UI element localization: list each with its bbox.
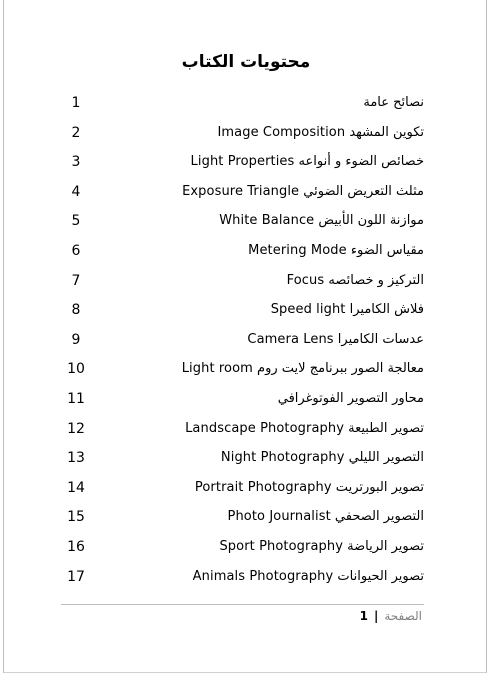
document-page xyxy=(3,0,487,673)
toc-number: 5 xyxy=(71,213,81,230)
toc-number: 4 xyxy=(71,183,81,200)
toc-label: تصوير الرياضة Sport Photography xyxy=(219,538,424,554)
toc-label: محاور التصوير الفوتوغرافي xyxy=(277,390,424,406)
toc-row xyxy=(4,297,488,327)
toc-label: تكوين المشهد Image Composition xyxy=(217,124,424,140)
toc-label: مثلث التعريض الضوئي Exposure Triangle xyxy=(182,183,424,199)
toc-row xyxy=(4,179,488,209)
toc-number: 15 xyxy=(67,509,85,526)
toc-label: تصوير الحيوانات Animals Photography xyxy=(192,568,424,584)
toc-label: التركيز و خصائصه Focus xyxy=(286,272,424,288)
toc-row xyxy=(4,208,488,238)
toc-row xyxy=(4,90,488,120)
toc-number: 3 xyxy=(71,154,81,171)
toc-row xyxy=(4,327,488,357)
toc-number: 14 xyxy=(67,479,85,496)
toc-number: 6 xyxy=(71,242,81,259)
toc-number: 8 xyxy=(71,302,81,319)
toc-row xyxy=(4,356,488,386)
toc-label: فلاش الكاميرا Speed light xyxy=(270,302,424,318)
toc-label: تصوير البورتريت Portrait Photography xyxy=(194,479,424,495)
toc-label: خصائص الضوء و أنواعه Light Properties xyxy=(190,154,424,170)
footer-divider xyxy=(61,604,424,605)
toc-label: نصائح عامة xyxy=(363,95,424,110)
toc-label: التصوير الليلي Night Photography xyxy=(220,450,424,466)
page-footer xyxy=(360,607,422,625)
toc-number: 10 xyxy=(67,361,85,378)
footer-page-number: 1 xyxy=(359,609,368,623)
toc-label: تصوير الطبيعة Landscape Photography xyxy=(185,420,424,436)
toc-row xyxy=(4,386,488,416)
toc-number: 16 xyxy=(67,538,85,555)
toc-label: التصوير الصحفي Photo Journalist xyxy=(227,509,424,525)
toc-row xyxy=(4,504,488,534)
toc-row xyxy=(4,268,488,298)
footer-separator: | xyxy=(373,609,379,623)
toc-row xyxy=(4,475,488,505)
toc-label: معالجة الصور ببرنامج لايت روم Light room xyxy=(181,361,424,377)
toc-label: موازنة اللون الأبيض White Balance xyxy=(219,213,424,229)
toc-number: 1 xyxy=(71,95,81,111)
toc-row xyxy=(4,238,488,268)
toc-number: 7 xyxy=(71,272,81,289)
toc-number: 17 xyxy=(67,568,85,585)
table-of-contents xyxy=(4,90,488,593)
toc-number: 2 xyxy=(71,124,81,141)
toc-number: 12 xyxy=(67,420,85,437)
toc-row xyxy=(4,534,488,564)
toc-row xyxy=(4,120,488,150)
toc-row xyxy=(4,445,488,475)
toc-row xyxy=(4,416,488,446)
page-title: محتويات الكتاب xyxy=(181,52,311,72)
toc-row xyxy=(4,149,488,179)
toc-label: عدسات الكاميرا Camera Lens xyxy=(247,331,424,347)
toc-label: مقياس الضوء Metering Mode xyxy=(248,242,424,258)
toc-number: 11 xyxy=(67,390,85,407)
footer-page-label: الصفحة xyxy=(384,609,422,623)
toc-number: 13 xyxy=(67,450,85,467)
toc-row xyxy=(4,564,488,594)
toc-number: 9 xyxy=(71,331,81,348)
